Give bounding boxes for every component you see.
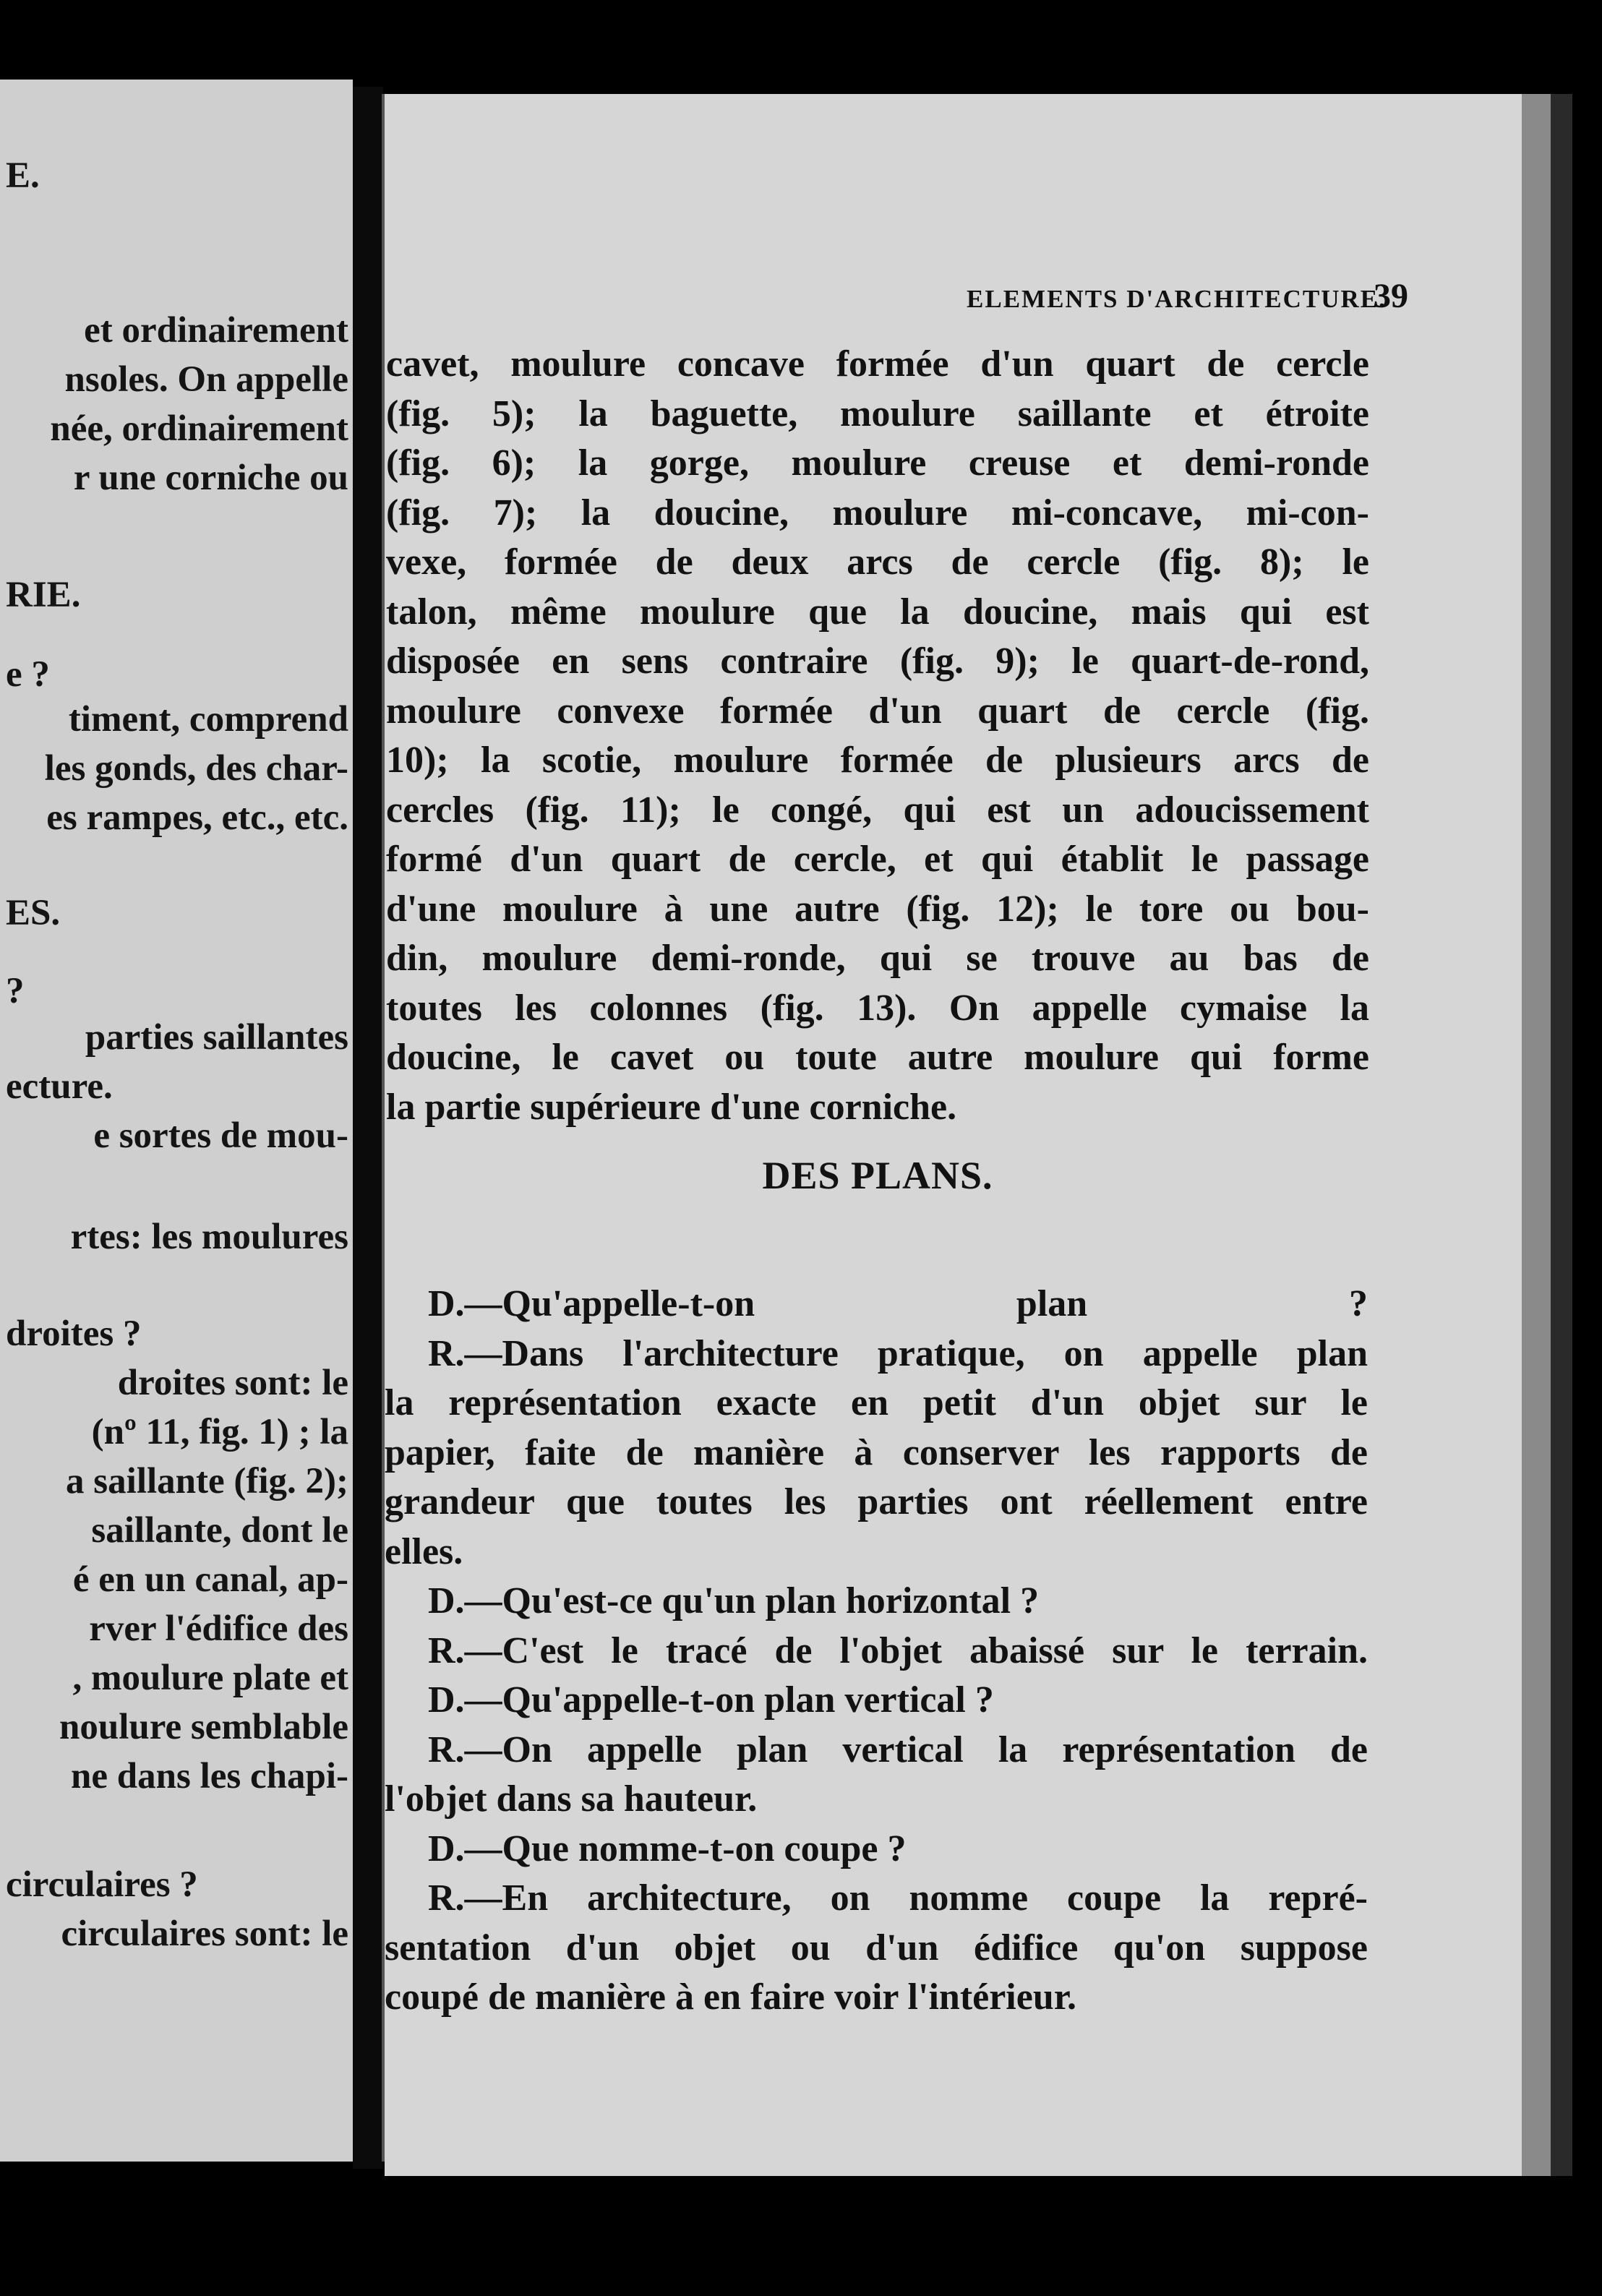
left-page-line: nsoles. On appelle bbox=[64, 359, 348, 400]
page-edge-shadow bbox=[1551, 94, 1572, 2176]
qa-line: D.—Qu'appelle-t-on plan vertical ? bbox=[428, 1679, 994, 1721]
body-text bbox=[386, 340, 1369, 1206]
right-page bbox=[385, 94, 1525, 2176]
body-line: (fig. 6); la gorge, moulure creuse et demi-ronde bbox=[386, 442, 1369, 484]
left-page-line: E. bbox=[6, 155, 40, 196]
left-page-line: ne dans les chapi- bbox=[71, 1756, 348, 1796]
left-page-line: droites ? bbox=[6, 1314, 142, 1354]
left-page-line: RIE. bbox=[6, 575, 81, 615]
qa-section bbox=[385, 1280, 1368, 2023]
body-line: din, moulure demi-ronde, qui se trouve au bas de bbox=[386, 938, 1369, 979]
body-line: moulure convexe formée d'un quart de cercle (fig. bbox=[386, 690, 1369, 732]
body-line: disposée en sens contraire (fig. 9); le quart-de-rond, bbox=[386, 641, 1369, 682]
body-line: talon, même moulure que la doucine, mais qui est bbox=[386, 591, 1369, 633]
left-page-line: rver l'édifice des bbox=[89, 1609, 348, 1649]
left-page-line: timent, comprend bbox=[68, 699, 348, 740]
qa-line: D.—Que nomme-t-on coupe ? bbox=[428, 1828, 907, 1869]
book-gutter bbox=[353, 87, 383, 2169]
qa-line: D.—Qu'appelle-t-on plan ? bbox=[428, 1283, 1368, 1324]
body-line: vexe, formée de deux arcs de cercle (fig. 8); le bbox=[386, 541, 1369, 583]
qa-line: D.—Qu'est-ce qu'un plan horizontal ? bbox=[428, 1580, 1040, 1622]
left-page-line: née, ordinairement bbox=[50, 408, 348, 449]
body-line: doucine, le cavet ou toute autre moulure qui forme bbox=[386, 1037, 1369, 1078]
left-page-line: a saillante (fig. 2); bbox=[66, 1461, 348, 1502]
left-page-fragment bbox=[0, 80, 353, 2162]
left-page-line: circulaires ? bbox=[6, 1864, 198, 1905]
left-page-line: r une corniche ou bbox=[73, 458, 348, 498]
section-heading: DES PLANS. bbox=[762, 1154, 993, 1197]
qa-line: R.—Dans l'architecture pratique, on appelle plan bbox=[428, 1332, 1368, 1374]
left-page-line: ES. bbox=[6, 893, 61, 933]
page-edge bbox=[1522, 94, 1551, 2176]
qa-line: coupé de manière à en faire voir l'intérieur. bbox=[385, 1976, 1077, 2018]
left-page-line: e sortes de mou- bbox=[93, 1115, 348, 1156]
left-page-line: es rampes, etc., etc. bbox=[46, 797, 348, 838]
body-line: la partie supérieure d'une corniche. bbox=[386, 1086, 957, 1128]
qa-line: sentation d'un objet ou d'un édifice qu'on suppose bbox=[385, 1927, 1368, 1969]
left-page-line: , moulure plate et bbox=[72, 1658, 348, 1698]
qa-line: elles. bbox=[385, 1530, 463, 1572]
body-line: toutes les colonnes (fig. 13). On appelle cymaise la bbox=[386, 987, 1369, 1029]
running-head-title: ELEMENTS D'ARCHITECTURE. bbox=[967, 285, 1387, 313]
left-page-line: circulaires sont: le bbox=[61, 1914, 348, 1954]
body-line: cavet, moulure concave formée d'un quart de cercle bbox=[386, 343, 1369, 385]
left-page-line: et ordinairement bbox=[84, 310, 348, 351]
qa-line: R.—C'est le tracé de l'objet abaissé sur le terrain. bbox=[428, 1629, 1368, 1671]
left-page-line: é en un canal, ap- bbox=[72, 1559, 348, 1600]
left-page-line: les gonds, des char- bbox=[44, 748, 348, 789]
qa-line: l'objet dans sa hauteur. bbox=[385, 1778, 758, 1820]
body-line: (fig. 5); la baguette, moulure saillante et étroite bbox=[386, 393, 1369, 434]
left-page-line: rtes: les moulures bbox=[70, 1217, 348, 1257]
body-line: cercles (fig. 11); le congé, qui est un adoucissement bbox=[386, 789, 1369, 831]
page-number: 39 bbox=[1374, 277, 1408, 315]
left-page-line: e ? bbox=[6, 654, 50, 695]
body-line: (fig. 7); la doucine, moulure mi-concave, mi-con- bbox=[386, 492, 1369, 534]
body-line: d'une moulure à une autre (fig. 12); le tore ou bou- bbox=[386, 888, 1369, 930]
left-page-line: ecture. bbox=[6, 1066, 113, 1107]
left-page-line: saillante, dont le bbox=[91, 1510, 348, 1551]
body-line: formé d'un quart de cercle, et qui établit le passage bbox=[386, 839, 1369, 880]
qa-line: R.—On appelle plan vertical la représentation de bbox=[428, 1729, 1368, 1770]
body-line: 10); la scotie, moulure formée de plusieurs arcs de bbox=[386, 740, 1369, 781]
qa-line: papier, faite de manière à conserver les rapports de bbox=[385, 1431, 1368, 1473]
qa-line: R.—En architecture, on nomme coupe la repré- bbox=[428, 1877, 1368, 1919]
left-page-line: (nº 11, fig. 1) ; la bbox=[91, 1412, 348, 1452]
qa-line: la représentation exacte en petit d'un objet sur le bbox=[385, 1382, 1368, 1423]
left-page-line: noulure semblable bbox=[59, 1707, 348, 1747]
left-page-line: droites sont: le bbox=[117, 1363, 348, 1403]
left-page-line: ? bbox=[6, 971, 25, 1011]
left-page-line: parties saillantes bbox=[85, 1017, 348, 1058]
qa-line: grandeur que toutes les parties ont réellement entre bbox=[385, 1481, 1368, 1522]
